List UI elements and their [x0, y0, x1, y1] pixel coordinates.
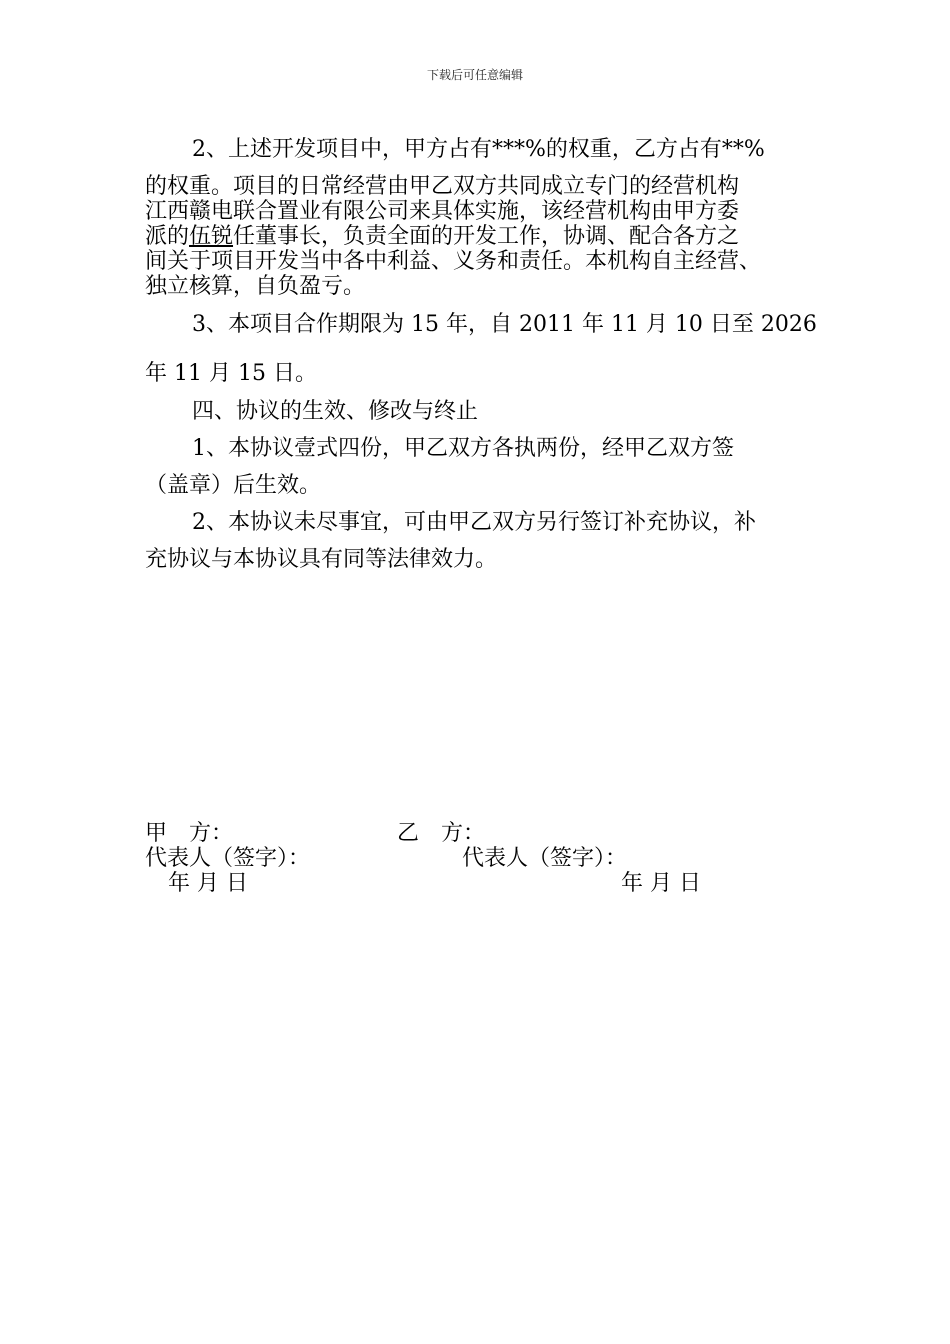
paragraph-line: 3、本项目合作期限为 15 年，自 2011 年 11 月 10 日至 2026	[192, 312, 817, 337]
paragraph-line: （盖章）后生效。	[145, 473, 322, 498]
paragraph-line: 年 11 月 15 日。	[145, 361, 317, 386]
text-segment: 派的	[145, 224, 190, 249]
chairman-name: 伍锐	[189, 224, 234, 249]
paragraph-line: 2、本协议未尽事宜，可由甲乙双方另行签订补充协议，补	[192, 510, 756, 535]
party-a-label: 甲 方：	[145, 821, 234, 846]
party-b-label: 乙 方：	[397, 821, 486, 846]
party-b-date: 年 月 日	[621, 871, 701, 896]
paragraph-line: 2、上述开发项目中，甲方占有***%的权重，乙方占有**%	[192, 137, 765, 162]
paragraph-line: 间关于项目开发当中各中利益、义务和责任。本机构自主经营、	[145, 249, 762, 274]
paragraph-line: 江西赣电联合置业有限公司来具体实施，该经营机构由甲方委	[145, 199, 740, 224]
text-segment: 任董事长，负责全面的开发工作，协调、配合各方之	[233, 224, 740, 249]
party-a-date: 年 月 日	[168, 871, 248, 896]
paragraph-line: 独立核算，自负盈亏。	[145, 274, 366, 299]
paragraph-line: 的权重。项目的日常经营由甲乙双方共同成立专门的经营机构	[145, 174, 740, 199]
paragraph-line: 1、本协议壹式四份，甲乙双方各执两份，经甲乙双方签	[192, 436, 734, 461]
party-b-representative: 代表人（签字）：	[462, 846, 628, 871]
party-a-representative: 代表人（签字）：	[145, 846, 311, 871]
page-header: 下载后可任意编辑	[426, 68, 523, 82]
paragraph-line	[145, 225, 739, 249]
section-heading: 四、协议的生效、修改与终止	[192, 399, 479, 424]
paragraph-line: 充协议与本协议具有同等法律效力。	[145, 547, 498, 572]
